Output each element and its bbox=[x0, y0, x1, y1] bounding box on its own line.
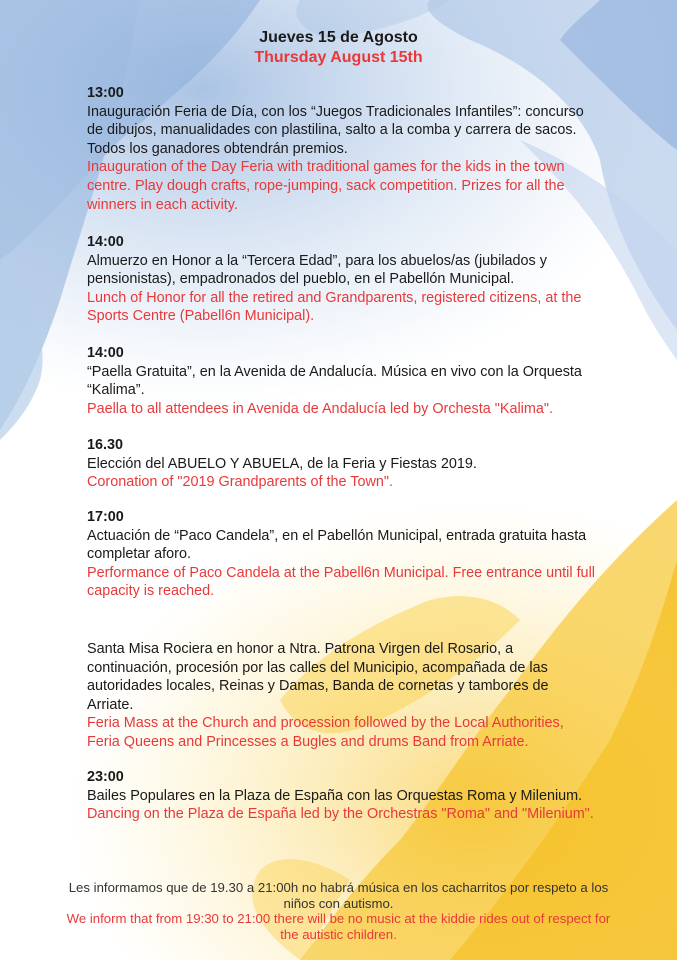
event-time: 16.30 bbox=[87, 437, 124, 453]
event-block bbox=[87, 344, 597, 418]
event-description-en: Performance of Paco Candela at the Pabell6n Municipal. Free entrance until full capacity is reached. bbox=[87, 564, 595, 600]
event-description-es: Bailes Populares en la Plaza de España con las Orquestas Roma y Milenium. bbox=[87, 787, 583, 804]
event-description-es: Elección del ABUELO Y ABUELA, de la Feria y Fiestas 2019. bbox=[87, 455, 477, 472]
event-time: 13:00 bbox=[87, 85, 124, 101]
event-block bbox=[87, 508, 597, 601]
event-description-es: Inauguración Feria de Día, con los “Juegos Tradicionales Infantiles”: concurso de dibujos, manualidades con plastilina, salto a la comba y carrera de sacos. Todos los ganadores obtendrán premios. bbox=[87, 103, 584, 157]
event-description-en: Lunch of Honor for all the retired and Grandparents, registered citizens, at the Sports Centre (Pabell6n Municipal). bbox=[87, 289, 582, 325]
event-description-es: Santa Misa Rociera en honor a Ntra. Patrona Virgen del Rosario, a continuación, procesión por las calles del Municipio, acompañada de las autoridades locales, Reinas y Damas, Banda de cornetas y tambores de Arriate. bbox=[87, 641, 549, 713]
event-description-es: Actuación de “Paco Candela”, en el Pabellón Municipal, entrada gratuita hasta completar aforo. bbox=[87, 527, 587, 563]
event-time: 14:00 bbox=[87, 234, 124, 250]
event-description-en: Coronation of "2019 Grandparents of the Town". bbox=[87, 474, 393, 491]
event-block bbox=[87, 640, 597, 752]
event-block bbox=[87, 436, 597, 492]
event-time: 14:00 bbox=[87, 345, 124, 361]
event-block bbox=[87, 84, 597, 214]
header-title-es: Jueves 15 de Agosto bbox=[259, 29, 418, 46]
event-description-en: Inauguration of the Day Feria with traditional games for the kids in the town centre. Play dough crafts, rope-jumping, sack competition. Prizes for all the winners in each activity. bbox=[87, 159, 565, 213]
event-time: 23:00 bbox=[87, 769, 124, 785]
event-description-es: Almuerzo en Honor a la “Tercera Edad”, para los abuelos/as (jubilados y pensionistas), empadronados del pueblo, en el Pabellón Municipal. bbox=[87, 252, 547, 288]
event-description-en: Dancing on the Plaza de España led by the Orchestras "Roma" and "Milenium". bbox=[87, 806, 594, 823]
event-block bbox=[87, 233, 597, 326]
header-title-en: Thursday August 15th bbox=[254, 49, 423, 66]
event-description-es: “Paella Gratuita”, en la Avenida de Andalucía. Música en vivo con la Orquesta “Kalima”. bbox=[87, 363, 582, 399]
event-time: 17:00 bbox=[87, 509, 124, 525]
page-header bbox=[0, 28, 677, 68]
footer-notice bbox=[60, 880, 617, 942]
event-block bbox=[87, 768, 597, 824]
footer-notice-en: We inform that from 19:30 to 21:00 there will be no music at the kiddie rides out of respect for the autistic children. bbox=[66, 911, 611, 942]
footer-notice-es: Les informamos que de 19.30 a 21:00h no habrá música en los cacharritos por respeto a los niños con autismo. bbox=[68, 880, 609, 911]
event-description-en: Paella to all attendees in Avenida de Andalucía led by Orchesta "Kalima". bbox=[87, 400, 553, 417]
event-description-en: Feria Mass at the Church and procession followed by the Local Authorities, Feria Queens and Princesses a Bugles and drums Band from Arriate. bbox=[87, 715, 564, 750]
